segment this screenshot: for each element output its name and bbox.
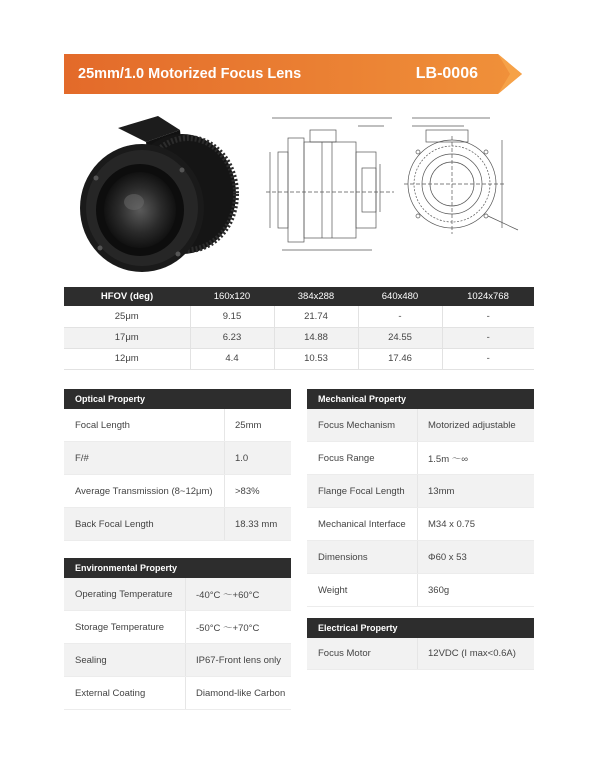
property-value: Φ60 x 53	[417, 541, 534, 573]
property-row	[64, 409, 291, 442]
property-value: 360g	[417, 574, 534, 606]
table-cell: 10.53	[274, 348, 358, 369]
property-label: Back Focal Length	[75, 518, 154, 530]
table-cell: 17μm	[64, 327, 190, 348]
property-row	[307, 442, 534, 475]
property-label: Focal Length	[75, 419, 130, 431]
property-label: Focus Mechanism	[318, 419, 396, 431]
table-cell: 21.74	[274, 306, 358, 327]
property-row	[307, 475, 534, 508]
table-cell: 14.88	[274, 327, 358, 348]
table-cell: 9.15	[190, 306, 274, 327]
hfov-header-row	[64, 287, 534, 306]
property-value: 13mm	[417, 475, 534, 507]
property-label: Sealing	[75, 654, 107, 666]
property-label: Dimensions	[318, 551, 368, 563]
property-row	[64, 578, 291, 611]
property-label: Weight	[318, 584, 348, 596]
electrical-property-panel	[307, 618, 534, 670]
property-row	[64, 677, 291, 710]
property-row	[64, 611, 291, 644]
property-row	[307, 508, 534, 541]
table-cell: 24.55	[358, 327, 442, 348]
property-label: Average Transmission (8~12μm)	[75, 485, 213, 497]
table-cell: 6.23	[190, 327, 274, 348]
hfov-header-cell: 1024x768	[442, 287, 534, 306]
mechanical-property-panel	[307, 389, 534, 607]
property-value: M34 x 0.75	[417, 508, 534, 540]
table-row	[64, 348, 534, 369]
table-cell: 17.46	[358, 348, 442, 369]
property-label: Focus Motor	[318, 648, 371, 659]
environmental-property-heading: Environmental Property	[64, 558, 291, 578]
property-value: 25mm	[224, 409, 291, 441]
property-label: Focus Range	[318, 452, 375, 464]
lens-photo	[70, 108, 248, 278]
environmental-property-panel	[64, 558, 291, 710]
table-cell: 25μm	[64, 306, 190, 327]
property-value: 12VDC (I max<0.6A)	[417, 638, 534, 669]
property-row	[64, 475, 291, 508]
optical-property-heading: Optical Property	[64, 389, 291, 409]
electrical-property-heading: Electrical Property	[307, 618, 534, 638]
table-row	[64, 327, 534, 348]
side-view-drawing	[262, 112, 398, 260]
hfov-header-cell: 640x480	[358, 287, 442, 306]
property-value: >83%	[224, 475, 291, 507]
table-cell: -	[442, 327, 534, 348]
property-row	[64, 644, 291, 677]
property-label: Flange Focal Length	[318, 485, 405, 497]
title-banner	[64, 54, 522, 94]
table-cell: 12μm	[64, 348, 190, 369]
hfov-header-cell: HFOV (deg)	[64, 287, 190, 306]
property-value: 1.5m ～∞	[417, 442, 534, 474]
property-value: -50°C ～+70°C	[185, 611, 291, 643]
table-cell: -	[442, 348, 534, 369]
table-cell: -	[442, 306, 534, 327]
property-row	[307, 638, 534, 670]
property-row	[64, 508, 291, 541]
property-value: Motorized adjustable	[417, 409, 534, 441]
hfov-table	[64, 287, 534, 370]
property-label: Operating Temperature	[75, 588, 173, 600]
table-cell: 4.4	[190, 348, 274, 369]
property-row	[64, 442, 291, 475]
property-value: IP67-Front lens only	[185, 644, 291, 676]
property-value: -40°C ～+60°C	[185, 578, 291, 610]
table-cell: -	[358, 306, 442, 327]
property-label: F/#	[75, 452, 89, 464]
property-label: External Coating	[75, 687, 146, 699]
hfov-header-cell: 384x288	[274, 287, 358, 306]
property-value: 18.33 mm	[224, 508, 291, 540]
property-row	[307, 574, 534, 607]
hfov-header-cell: 160x120	[190, 287, 274, 306]
front-view-drawing	[404, 112, 524, 242]
property-row	[307, 541, 534, 574]
mechanical-property-heading: Mechanical Property	[307, 389, 534, 409]
property-value: Diamond-like Carbon	[185, 677, 291, 709]
property-label: Mechanical Interface	[318, 518, 406, 530]
optical-property-panel	[64, 389, 291, 541]
page-title: 25mm/1.0 Motorized Focus Lens	[78, 66, 302, 82]
product-code: LB-0006	[415, 65, 478, 82]
property-value: 1.0	[224, 442, 291, 474]
property-label: Storage Temperature	[75, 621, 165, 633]
table-row	[64, 306, 534, 327]
property-row	[307, 409, 534, 442]
